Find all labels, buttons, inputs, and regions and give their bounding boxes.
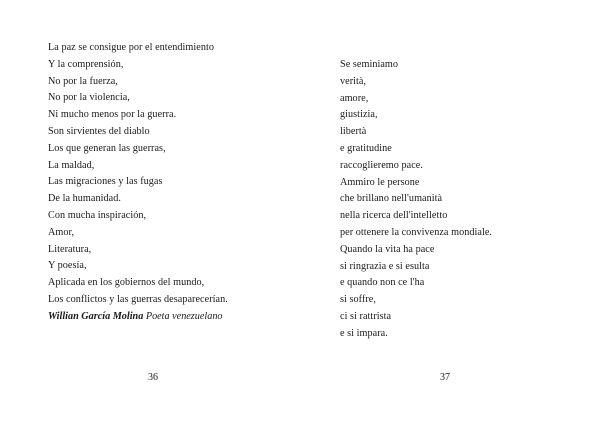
poem-line: Con mucha inspiración, xyxy=(48,209,147,221)
poem-line: e gratitudine xyxy=(340,142,392,154)
poem-line: e quando non ce l'ha xyxy=(340,277,425,289)
poem-line: Las migraciones y las fugas xyxy=(48,176,163,188)
poem-line: No por la fuerza, xyxy=(48,75,118,87)
poem-line: Los que generan las guerras, xyxy=(48,142,166,154)
poem-line: Los conflictos y las guerras desaparecerían. xyxy=(48,293,228,305)
poem-line: Son sirvientes del diablo xyxy=(48,125,150,137)
poem-line: Aplicada en los gobiernos del mundo, xyxy=(48,277,205,289)
poem-line: si soffre, xyxy=(340,294,376,306)
poem-line: No por la violencia, xyxy=(48,92,130,104)
page-number-left: 36 xyxy=(148,372,158,383)
author-name: Willian García Molina xyxy=(48,310,144,322)
poem-line: Quando la vita ha pace xyxy=(340,243,435,255)
poem-line: libertà xyxy=(340,126,367,138)
poem-line: Literatura, xyxy=(48,243,92,255)
author-title: Poeta venezuelano xyxy=(145,310,223,322)
poem-line: Y poesía, xyxy=(48,260,87,272)
italian-poem xyxy=(340,57,492,343)
poem-line: raccoglieremo pace. xyxy=(340,159,423,171)
poem-line: amore, xyxy=(340,92,369,104)
page-number-right: 37 xyxy=(440,372,450,383)
poem-line: ci si rattrista xyxy=(340,310,392,322)
poem-line: Y la comprensión, xyxy=(48,58,124,70)
poem-line: per ottenere la convivenza mondiale. xyxy=(340,226,492,238)
poem-line: La maldad, xyxy=(48,159,95,171)
poem-line: si ringrazia e si esulta xyxy=(340,260,430,272)
poem-line: Amor, xyxy=(48,226,75,238)
poem-line: De la humanidad. xyxy=(48,193,121,205)
poem-line: nella ricerca dell'intelletto xyxy=(340,210,448,222)
poem-line: La paz se consigue por el entendimiento xyxy=(48,42,215,53)
poem-line: e si impara. xyxy=(340,327,388,339)
poem-line: che brillano nell'umanità xyxy=(340,193,443,205)
poem-line: Ammiro le persone xyxy=(340,176,420,188)
poem-line: giustizia, xyxy=(340,109,378,121)
right-page xyxy=(300,0,600,424)
poem-line: Se seminiamo xyxy=(340,59,399,70)
signature xyxy=(48,309,228,326)
spanish-poem xyxy=(48,40,228,326)
poem-line: Ni mucho menos por la guerra. xyxy=(48,109,177,121)
poem-line: verità, xyxy=(340,75,367,87)
